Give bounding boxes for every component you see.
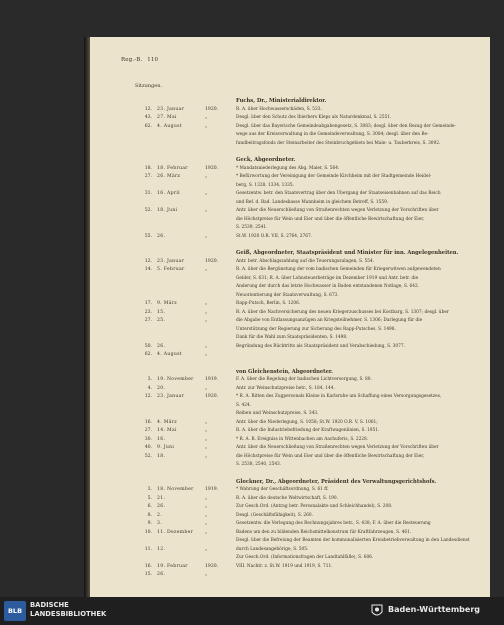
entry-row	[90, 326, 490, 335]
session-date: 23. Januar	[157, 394, 185, 399]
entry-row	[90, 444, 490, 453]
session-year: „	[205, 123, 208, 129]
person-heading-row	[90, 156, 490, 165]
session-number: 55.	[144, 233, 152, 239]
session-year: „	[205, 419, 208, 425]
session-date: 4. August	[157, 123, 182, 129]
entry-row	[90, 258, 490, 267]
session-number: 27.	[144, 318, 152, 323]
entry-row	[90, 173, 490, 182]
session-number: 6.	[147, 504, 152, 509]
entry-row	[90, 131, 490, 140]
session-date: 2.	[157, 512, 162, 518]
session-year: 1920.	[205, 563, 219, 569]
entry-text: R. A. über die Nachversicherung des neuen Kriegerzuschusses bei Kostbarg, S. 1307; desgl. über	[236, 309, 449, 315]
entry-text: VIII. Nachtr. z. St.W. 1919 und 1919, S. 711.	[236, 563, 333, 569]
session-year: „	[205, 428, 208, 433]
library-name-line1: BADISCHE	[30, 601, 69, 609]
person-section	[90, 97, 490, 148]
session-year: „	[205, 546, 208, 552]
session-date: 14. Mai	[157, 428, 177, 433]
session-year: „	[205, 208, 208, 213]
session-year: 1920.	[205, 106, 219, 112]
session-year: 1920.	[205, 258, 219, 264]
entry-text: Antr. über die Niederlegung, S. 1058; St.W. 1920 O.R. V, S. 1061;	[236, 419, 378, 425]
entry-row	[90, 275, 490, 284]
entry-text: fundbeitragsfonds der Steinarbeiter des Steinbruchgebiets bei Main- u. Tauberkreis, S. 3092.	[236, 140, 441, 146]
person-section	[90, 478, 490, 580]
session-date: 4. August	[157, 352, 182, 357]
entry-row	[90, 292, 490, 301]
session-date: 25.	[157, 318, 166, 323]
session-date: 26.	[157, 572, 166, 577]
session-year: „	[205, 436, 208, 442]
session-date: 15.	[157, 309, 166, 315]
session-number: 18.	[144, 165, 152, 171]
session-number: 3.	[147, 487, 152, 492]
session-year: „	[205, 529, 208, 535]
session-number: 3.	[147, 377, 152, 382]
footer-bar	[0, 597, 504, 625]
entry-text: F. A. über die Regelung der badischen Lichtversorgung, S. 80.	[236, 377, 372, 382]
session-year: „	[205, 343, 208, 349]
session-date: 4. März	[157, 419, 178, 425]
session-year: „	[205, 495, 208, 501]
entry-text: Desgl. über die Befreiung der Beamten der kommunalisierten Kreisbetriebverwaltung in den Landesdienst	[236, 538, 470, 543]
session-year: „	[205, 115, 208, 120]
session-number: 40.	[144, 445, 152, 450]
person-name: Geck, Abgeordneter.	[236, 157, 296, 163]
entry-text: Dank für die Wahl zum Staatspräsidenten, S. 1498.	[236, 335, 348, 340]
session-number: 27.	[144, 174, 152, 179]
entry-row	[90, 123, 490, 132]
session-date: 18. Juni	[157, 208, 178, 213]
entry-row	[90, 140, 490, 149]
entry-text: wege aus der Kreisverwaltung in die Gemeindeverwaltung, S. 3084; desgl. über den Be-	[236, 132, 429, 137]
session-number: 52.	[144, 453, 152, 459]
entry-row	[90, 165, 490, 174]
session-date: 26.	[157, 343, 166, 349]
entry-text: Reiben und Weinschutzpreise, S. 343.	[236, 411, 319, 416]
entry-text: Begründung des Rücktritts als Staatspräsident und Verabschiedung, S. 3077.	[236, 343, 405, 349]
session-date: 26. März	[157, 174, 181, 179]
entry-row	[90, 216, 490, 225]
entry-text: Desgl. (Geschäftsfähigkeit), S. 260.	[236, 512, 313, 518]
session-date: 23. Januar	[157, 106, 185, 112]
person-name: Geiß, Abgeordneter, Staatspräsident und Minister für inn. Angelegenheiten.	[236, 250, 459, 256]
entry-row	[90, 199, 490, 208]
state-lion-icon	[370, 603, 384, 618]
session-year: „	[205, 309, 208, 315]
session-date: 26.	[157, 233, 166, 239]
entry-row	[90, 376, 490, 385]
entry-row	[90, 503, 490, 512]
entry-row	[90, 317, 490, 326]
entry-row	[90, 106, 490, 115]
entry-text: Neuorientierung der Staatsverwaltung, S. 673.	[236, 292, 339, 298]
person-name: Fuchs, Dr., Ministerialdirektor.	[236, 98, 327, 104]
entry-text: die Höchstpreise für Wein und Eier und über die öffentliche Bewirtschaftung der Eier,	[236, 216, 425, 222]
session-year: 1920.	[205, 165, 219, 171]
entry-text: S. 2539, 2541.	[236, 225, 268, 230]
entry-text: R. A. über die Industriebefriedung der Kraftwagenlinien, S. 1951.	[236, 428, 380, 433]
session-year: „	[205, 504, 208, 509]
column-heading-sitzungen: Sitzungen.	[135, 83, 163, 89]
session-date: 18. Februar	[157, 165, 188, 171]
document-page	[90, 37, 490, 597]
session-number: 16.	[144, 419, 152, 425]
entry-row	[90, 283, 490, 292]
person-section	[90, 368, 490, 470]
entry-text: Badens um den zu bildenden Reichsmittelkonstrum für Kraftfahrzeugen, S. 461.	[236, 529, 412, 535]
session-date: 26.	[157, 504, 166, 509]
entry-text: Zur Gesch.Ord. (Antrag betr. Personalakte und Schleichhandel), S. 208.	[236, 504, 393, 509]
entry-row	[90, 529, 490, 538]
entry-row	[90, 114, 490, 123]
session-date: 9. Juni	[157, 445, 175, 450]
entry-text: die Höchstpreise für Wein und Eier und über die öffentliche Bewirtschaftung der Eier,	[236, 453, 425, 459]
session-date: 27. Mai	[157, 115, 177, 120]
session-year: „	[205, 352, 208, 357]
entry-row	[90, 233, 490, 242]
state-name[interactable]: Baden-Württemberg	[388, 605, 481, 614]
session-year: „	[205, 267, 208, 272]
person-heading-row	[90, 368, 490, 377]
session-date: 16.	[157, 436, 166, 442]
session-year: 1920.	[205, 394, 219, 399]
session-date: 19. November	[157, 377, 194, 382]
session-year: 1919.	[205, 487, 219, 492]
session-year: „	[205, 445, 208, 450]
person-heading-row	[90, 97, 490, 106]
session-number: 12.	[144, 106, 152, 112]
session-date: 21.	[157, 495, 166, 501]
session-year: „	[205, 572, 208, 577]
session-date: 18. November	[157, 487, 194, 492]
session-year: „	[205, 233, 208, 239]
entry-row	[90, 571, 490, 580]
session-date: 18.	[157, 453, 166, 459]
entry-row	[90, 309, 490, 318]
entry-row	[90, 182, 490, 191]
entry-row	[90, 419, 490, 428]
session-date: 9. März	[157, 301, 178, 306]
session-number: 43.	[144, 115, 152, 120]
session-number: 8.	[147, 512, 152, 518]
session-number: 27.	[144, 428, 152, 433]
entry-row	[90, 427, 490, 436]
entry-row	[90, 351, 490, 360]
session-number: 23.	[144, 309, 152, 315]
session-number: 31.	[144, 191, 152, 196]
entry-row	[90, 546, 490, 555]
session-number: 5.	[147, 495, 152, 501]
library-logo[interactable]: BLB	[4, 601, 26, 621]
session-number: 17.	[144, 301, 152, 306]
entry-text: berg, S. 1328, 1334, 1335.	[236, 182, 294, 188]
entry-row	[90, 486, 490, 495]
entry-row	[90, 461, 490, 470]
session-date: 23. Januar	[157, 258, 185, 264]
session-number: 12.	[144, 394, 152, 399]
session-year: „	[205, 174, 208, 179]
entry-text: * Wahrung der Geschäftsordnung, S. 61 ff.	[236, 487, 329, 492]
entry-text: S. 2538, 2540, 2543.	[236, 462, 282, 467]
entry-row	[90, 393, 490, 402]
entry-text: Antr. über die Neuerschließung von Straßenrechten wegen Verletzung der Vorschriften über	[236, 208, 439, 213]
session-year: 1919.	[205, 377, 219, 382]
session-date: 16. April	[157, 191, 180, 196]
session-date: 11. Dezember	[157, 529, 194, 535]
session-number: 15.	[144, 572, 152, 577]
entry-text: und Bef. d. Bad. Landeskasse Mannheim in gleichem Betreff, S. 1559.	[236, 199, 389, 205]
session-year: „	[205, 453, 208, 459]
session-date: 19. Februar	[157, 563, 188, 569]
entry-text: Zur Gesch.Ord. (Informationsfragen der Landtahlfälle), S. 606.	[236, 555, 374, 560]
register-entries	[90, 89, 490, 580]
entry-text: die Abgabe von Entlassungsanzügen an Kriegsteilnehmer, S. 1306; Darlegung für die	[236, 318, 423, 323]
entry-row	[90, 266, 490, 275]
entry-row	[90, 512, 490, 521]
entry-text: Unterstützung der Regierung zur Sicherung des Rapp-Putsches, S. 1498.	[236, 326, 396, 332]
session-year: „	[205, 385, 208, 391]
session-year: „	[205, 191, 208, 196]
session-year: „	[205, 512, 208, 518]
session-date: 3.	[157, 521, 162, 526]
entry-row	[90, 453, 490, 462]
entry-row	[90, 537, 490, 546]
person-name: von Gleichenstein, Abgeordneter.	[236, 368, 333, 375]
person-heading-row	[90, 478, 490, 487]
entry-text: Antr. zur Weinschutzpreise betr., S. 184, 144.	[236, 385, 335, 391]
entry-row	[90, 334, 490, 343]
entry-row	[90, 385, 490, 394]
entry-text: * R. A. Bitten des Zugpersonals Kleine in Karlsruhe um Schaffung eines Versorgungsgesetzes,	[236, 394, 442, 399]
session-number: 11.	[144, 546, 152, 552]
library-name-line2: LANDESBIBLIOTHEK	[30, 610, 107, 618]
header-title: Reg.-B.	[121, 57, 143, 63]
entry-text: durch Landesangehörige, S. 505.	[236, 546, 309, 552]
page-header	[121, 57, 158, 63]
session-number: 9.	[147, 521, 152, 526]
entry-row	[90, 343, 490, 352]
entry-row	[90, 520, 490, 529]
session-number: 10.	[144, 529, 152, 535]
entry-row	[90, 207, 490, 216]
entry-text: Gesetzentw. betr. den Staatsvertrag über den Übergang der Staatseisenbahnen auf das Reich	[236, 191, 441, 196]
session-number: 62.	[144, 352, 152, 357]
entry-row	[90, 410, 490, 419]
entry-row	[90, 300, 490, 309]
entry-row	[90, 554, 490, 563]
person-section	[90, 249, 490, 360]
entry-text: Desgl. über das Bayerische Gemeindeabgabengesetz, S. 3083; desgl. über den Bezug der Gemeinde-	[236, 123, 456, 129]
session-number: 62.	[144, 123, 152, 129]
session-number: 30.	[144, 436, 152, 442]
entry-text: R. A. über Hochwasserschäden, S. 533.	[236, 106, 322, 112]
page-number: 110	[147, 57, 159, 63]
person-section	[90, 156, 490, 241]
entry-text: Rapp-Putsch, Berlin, S. 1206.	[236, 301, 301, 306]
session-year: „	[205, 318, 208, 323]
entry-text: Gelder, S. 631; R. A. über Lohnsteuerbeträge im Dezember 1919 und Antr. betr. die	[236, 275, 419, 281]
person-name: Glockner, Dr., Abgeordneter, Präsident des Verwaltungsgerichtshofs.	[236, 478, 437, 485]
entry-text: * Mandatsniederlegung des Abg. Maier, S. 564.	[236, 165, 340, 171]
session-year: „	[205, 521, 208, 526]
session-number: 4.	[147, 385, 152, 391]
session-date: 12.	[157, 546, 166, 552]
entry-text: * Befürwortung der Vereinigung der Gemeinde Kirchheim mit der Stadtgemeinde Heidel-	[236, 174, 432, 179]
session-number: 14.	[144, 267, 152, 272]
session-number: 16.	[144, 563, 152, 569]
entry-text: Desgl. über den Schutz des Ibierbers Kleps als Naturdenkmal, S. 2551.	[236, 115, 392, 120]
entry-row	[90, 224, 490, 233]
session-year: „	[205, 301, 208, 306]
entry-text: R. A. über die deutsche Weltwirtschaft, S. 190.	[236, 495, 339, 501]
entry-row	[90, 190, 490, 199]
session-number: 12.	[144, 258, 152, 264]
library-name[interactable]	[30, 601, 106, 619]
session-date: 20.	[157, 385, 166, 391]
person-heading-row	[90, 249, 490, 258]
entry-text: Antr. betr. Abschlagszahlung auf die Teuerungszulagen, S. 554.	[236, 258, 375, 264]
entry-row	[90, 563, 490, 572]
session-number: 52.	[144, 208, 152, 213]
entry-text: R. A. über die Bergünstung der vom badischen Gemeinden für Kriegerwitwen aufgewendeten	[236, 267, 441, 272]
entry-text: S. 424.	[236, 402, 252, 408]
entry-text: Änderung der durch das letzte Hochwasser in Baden entstandenen Notlage, S. 642.	[236, 284, 420, 289]
entry-row	[90, 495, 490, 504]
entry-row	[90, 436, 490, 445]
entry-text: Antr. über die Neuerschließung von Straßenrechten wegen Verletzung der Vorschriften über	[236, 445, 439, 450]
entry-text: Gesetzentw. die Verlegung des Rechnungsjahres betr., S. 438; F. A. über die Besteuerung	[236, 521, 431, 526]
session-date: 5. Februar	[157, 267, 185, 272]
entry-row	[90, 402, 490, 411]
session-number: 50.	[144, 343, 152, 349]
entry-text: * R. A. R. Ereigniss in Wittenbachen am Aachuferis, S. 2228.	[236, 436, 369, 442]
entry-text: St.W. 1920 O.R. VII, S. 2764, 2767.	[236, 233, 313, 239]
